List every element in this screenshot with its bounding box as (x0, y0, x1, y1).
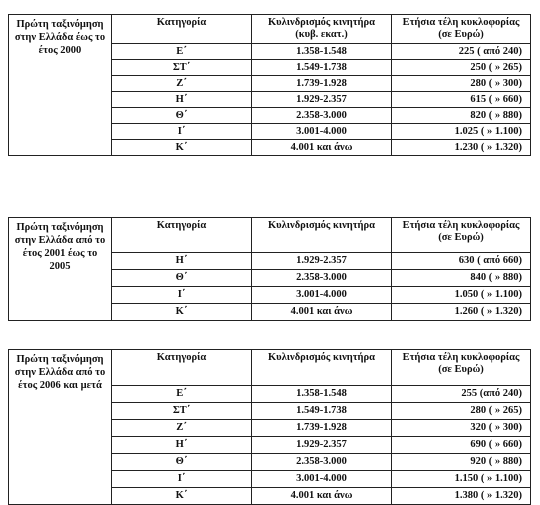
category-cell: Ε΄ (112, 386, 252, 403)
engine-capacity-header: Κυλινδρισμός κινητήρα (252, 350, 392, 386)
annual-fee-cell: 280 ( » 300) (392, 76, 531, 92)
category-cell: Κ΄ (112, 304, 252, 321)
engine-capacity-cell: 1.929-2.357 (252, 437, 392, 454)
category-cell: ΣΤ΄ (112, 60, 252, 76)
engine-capacity-unit: (κυβ. εκατ.) (295, 29, 348, 40)
category-cell: Η΄ (112, 437, 252, 454)
annual-fee-cell: 840 ( » 880) (392, 270, 531, 287)
engine-capacity-cell: 3.001-4.000 (252, 124, 392, 140)
engine-capacity-cell: 1.549-1.738 (252, 60, 392, 76)
engine-capacity-cell: 1.358-1.548 (252, 386, 392, 403)
category-cell: Η΄ (112, 253, 252, 270)
category-cell: Κ΄ (112, 140, 252, 156)
engine-capacity-header: Κυλινδρισμός κινητήρα (252, 218, 392, 253)
annual-fee-cell: 280 ( » 265) (392, 403, 531, 420)
first-registration-cell: Πρώτη ταξινόμηση στην Ελλάδα από το έτος 2006 και μετά (9, 350, 112, 505)
annual-fee-cell: 615 ( » 660) (392, 92, 531, 108)
first-registration-cell: Πρώτη ταξινόμηση στην Ελλάδα από το έτος 2001 έως το 2005 (9, 218, 112, 321)
engine-capacity-cell: 3.001-4.000 (252, 287, 392, 304)
category-header: Κατηγορία (112, 15, 252, 44)
engine-capacity-cell: 1.929-2.357 (252, 92, 392, 108)
category-cell: Ε΄ (112, 44, 252, 60)
annual-fee-cell: 225 ( από 240) (392, 44, 531, 60)
engine-capacity-label: Κυλινδρισμός κινητήρα (267, 17, 376, 28)
table-header-row (9, 218, 531, 253)
tariff-table-from-2006 (8, 349, 531, 505)
category-cell: Θ΄ (112, 454, 252, 471)
annual-fee-cell: 1.380 ( » 1.320) (392, 488, 531, 505)
first-registration-cell: Πρώτη ταξινόμηση στην Ελλάδα έως το έτος 2000 (9, 15, 112, 156)
engine-capacity-cell: 1.929-2.357 (252, 253, 392, 270)
category-cell: Ι΄ (112, 124, 252, 140)
engine-capacity-cell: 1.358-1.548 (252, 44, 392, 60)
annual-fee-cell: 630 ( από 660) (392, 253, 531, 270)
annual-fee-cell: 250 ( » 265) (392, 60, 531, 76)
annual-fee-cell: 1.050 ( » 1.100) (392, 287, 531, 304)
engine-capacity-cell: 2.358-3.000 (252, 108, 392, 124)
tariff-table-until-2000 (8, 14, 531, 156)
engine-capacity-cell: 2.358-3.000 (252, 454, 392, 471)
tariff-table-2001-2005 (8, 217, 531, 321)
category-cell: Ζ΄ (112, 76, 252, 92)
engine-capacity-cell: 1.739-1.928 (252, 76, 392, 92)
category-cell: Κ΄ (112, 488, 252, 505)
category-cell: Ζ΄ (112, 420, 252, 437)
annual-fee-cell: 255 (από 240) (392, 386, 531, 403)
annual-fee-cell: 1.230 ( » 1.320) (392, 140, 531, 156)
annual-fee-cell: 1.260 ( » 1.320) (392, 304, 531, 321)
category-cell: Ι΄ (112, 471, 252, 488)
annual-fee-cell: 320 ( » 300) (392, 420, 531, 437)
category-cell: Θ΄ (112, 108, 252, 124)
annual-fees-header: Ετήσια τέλη κυκλοφορίας (σε Ευρώ) (392, 218, 531, 253)
annual-fees-header: Ετήσια τέλη κυκλοφορίας (σε Ευρώ) (392, 15, 531, 44)
engine-capacity-cell: 1.739-1.928 (252, 420, 392, 437)
engine-capacity-cell: 4.001 και άνω (252, 304, 392, 321)
engine-capacity-cell: 4.001 και άνω (252, 488, 392, 505)
category-cell: Η΄ (112, 92, 252, 108)
category-cell: ΣΤ΄ (112, 403, 252, 420)
annual-fee-cell: 1.150 ( » 1.100) (392, 471, 531, 488)
category-cell: Ι΄ (112, 287, 252, 304)
annual-fee-cell: 820 ( » 880) (392, 108, 531, 124)
category-header: Κατηγορία (112, 218, 252, 253)
table-header-row (9, 350, 531, 386)
engine-capacity-cell: 4.001 και άνω (252, 140, 392, 156)
annual-fees-header: Ετήσια τέλη κυκλοφορίας (σε Ευρώ) (392, 350, 531, 386)
category-header: Κατηγορία (112, 350, 252, 386)
engine-capacity-cell: 1.549-1.738 (252, 403, 392, 420)
category-cell: Θ΄ (112, 270, 252, 287)
engine-capacity-cell: 2.358-3.000 (252, 270, 392, 287)
engine-capacity-cell: 3.001-4.000 (252, 471, 392, 488)
annual-fee-cell: 1.025 ( » 1.100) (392, 124, 531, 140)
table-header-row (9, 15, 531, 44)
annual-fee-cell: 920 ( » 880) (392, 454, 531, 471)
engine-capacity-header (252, 15, 392, 44)
annual-fee-cell: 690 ( » 660) (392, 437, 531, 454)
